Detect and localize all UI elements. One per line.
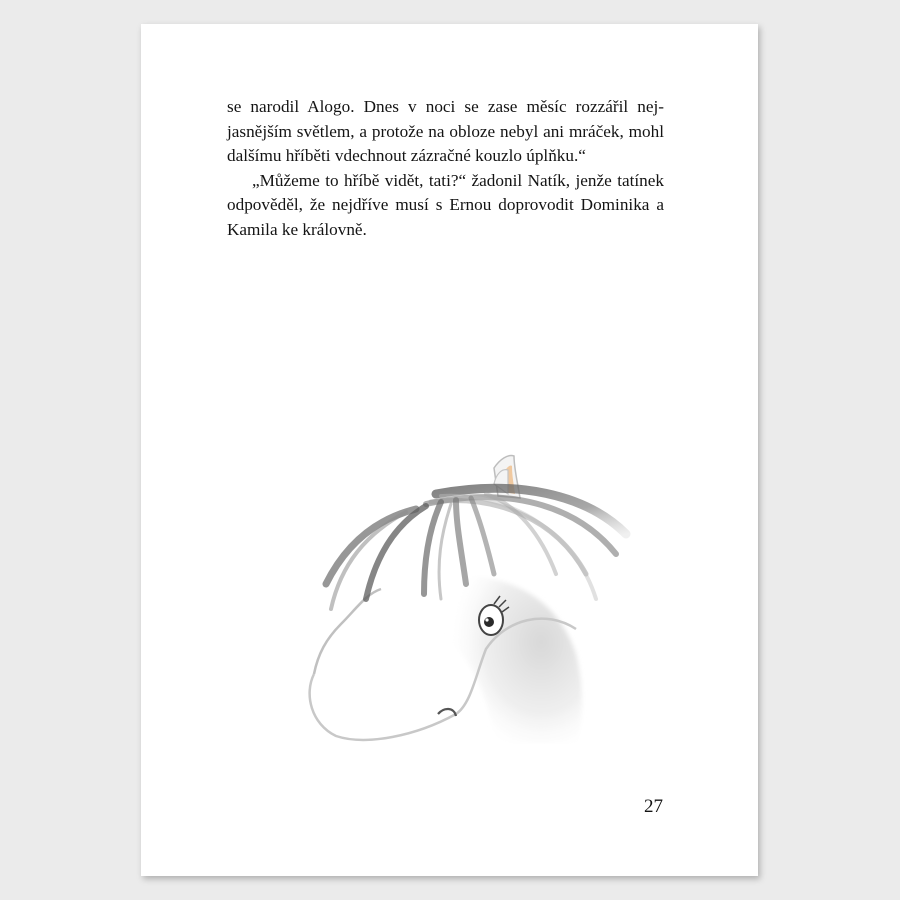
neck-shade [446,574,582,744]
face-outline [314,589,381,674]
paragraph-2: „Můžeme to hříbě vidět, tati?“ žadonil Natík, jenže tatínek odpověděl, že nejdříve musí s Ernou doprovodit Dominika a Kamila ke královně. [227,170,664,239]
horse-head-illustration [256,424,646,744]
book-page [141,24,758,876]
paragraph-1: se narodil Alogo. Dnes v noci se zase měsíc rozzářil nejjasnějším světlem, a protože na obloze nebyl ani mráček, mohl dalšímu hříběti vdechnout zázračné kouzlo úplňku.“ [227,97,664,165]
body-text [227,95,664,242]
page-number: 27 [644,796,663,817]
